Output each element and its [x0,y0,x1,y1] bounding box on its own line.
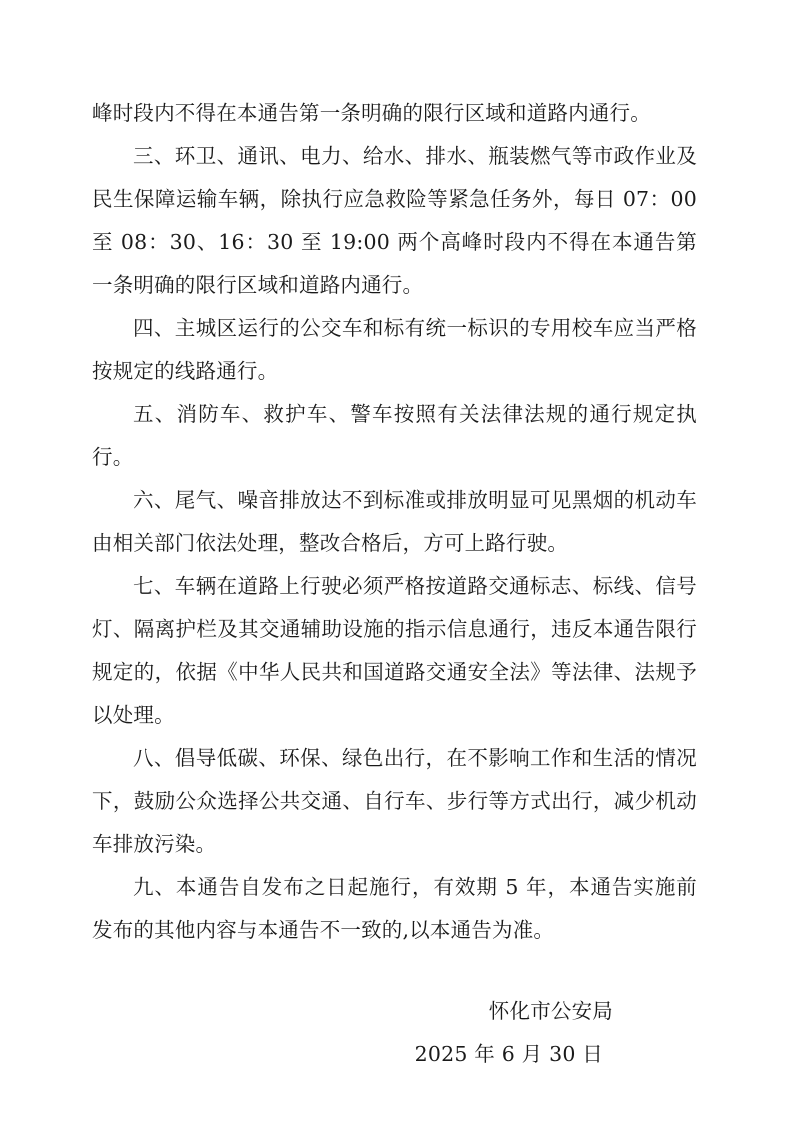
paragraph-item-7: 七、车辆在道路上行驶必须严格按道路交通标志、标线、信号灯、隔离护栏及其交通辅助设施的指示信息通行，违反本通告限行规定的，依据《中华人民共和国道路交通安全法》等法律、法规予以处理。 [92,574,697,727]
paragraph-continuation: 峰时段内不得在本通告第一条明确的限行区域和道路内通行。 [92,101,651,125]
signature-date: 2025 年 6 月 30 日 [414,1042,603,1066]
paragraph-item-6: 六、尾气、噪音排放达不到标准或排放明显可见黑烟的机动车由相关部门依法处理，整改合格后，方可上路行驶。 [92,488,697,555]
paragraph-item-5: 五、消防车、救护车、警车按照有关法律法规的通行规定执行。 [92,402,697,469]
signature-block [92,990,697,1076]
paragraph-item-4: 四、主城区运行的公交车和标有统一标识的专用校车应当严格按规定的线路通行。 [92,316,697,383]
paragraph-item-3: 三、环卫、通讯、电力、给水、排水、瓶装燃气等市政作业及民生保障运输车辆，除执行应急救险等紧急任务外，每日 07：00 至 08：30、16：30 至 19:00 两个高峰时段内不得在本通告第一条明确的限行区域和道路内通行。 [92,144,697,297]
paragraph-item-8: 八、倡导低碳、环保、绿色出行，在不影响工作和生活的情况下，鼓励公众选择公共交通、自行车、步行等方式出行，减少机动车排放污染。 [92,746,697,856]
signature-issuer: 怀化市公安局 [488,999,613,1023]
document-body [92,92,697,1076]
paragraph-item-9: 九、本通告自发布之日起施行，有效期 5 年，本通告实施前发布的其他内容与本通告不一致的,以本通告为准。 [92,875,697,942]
